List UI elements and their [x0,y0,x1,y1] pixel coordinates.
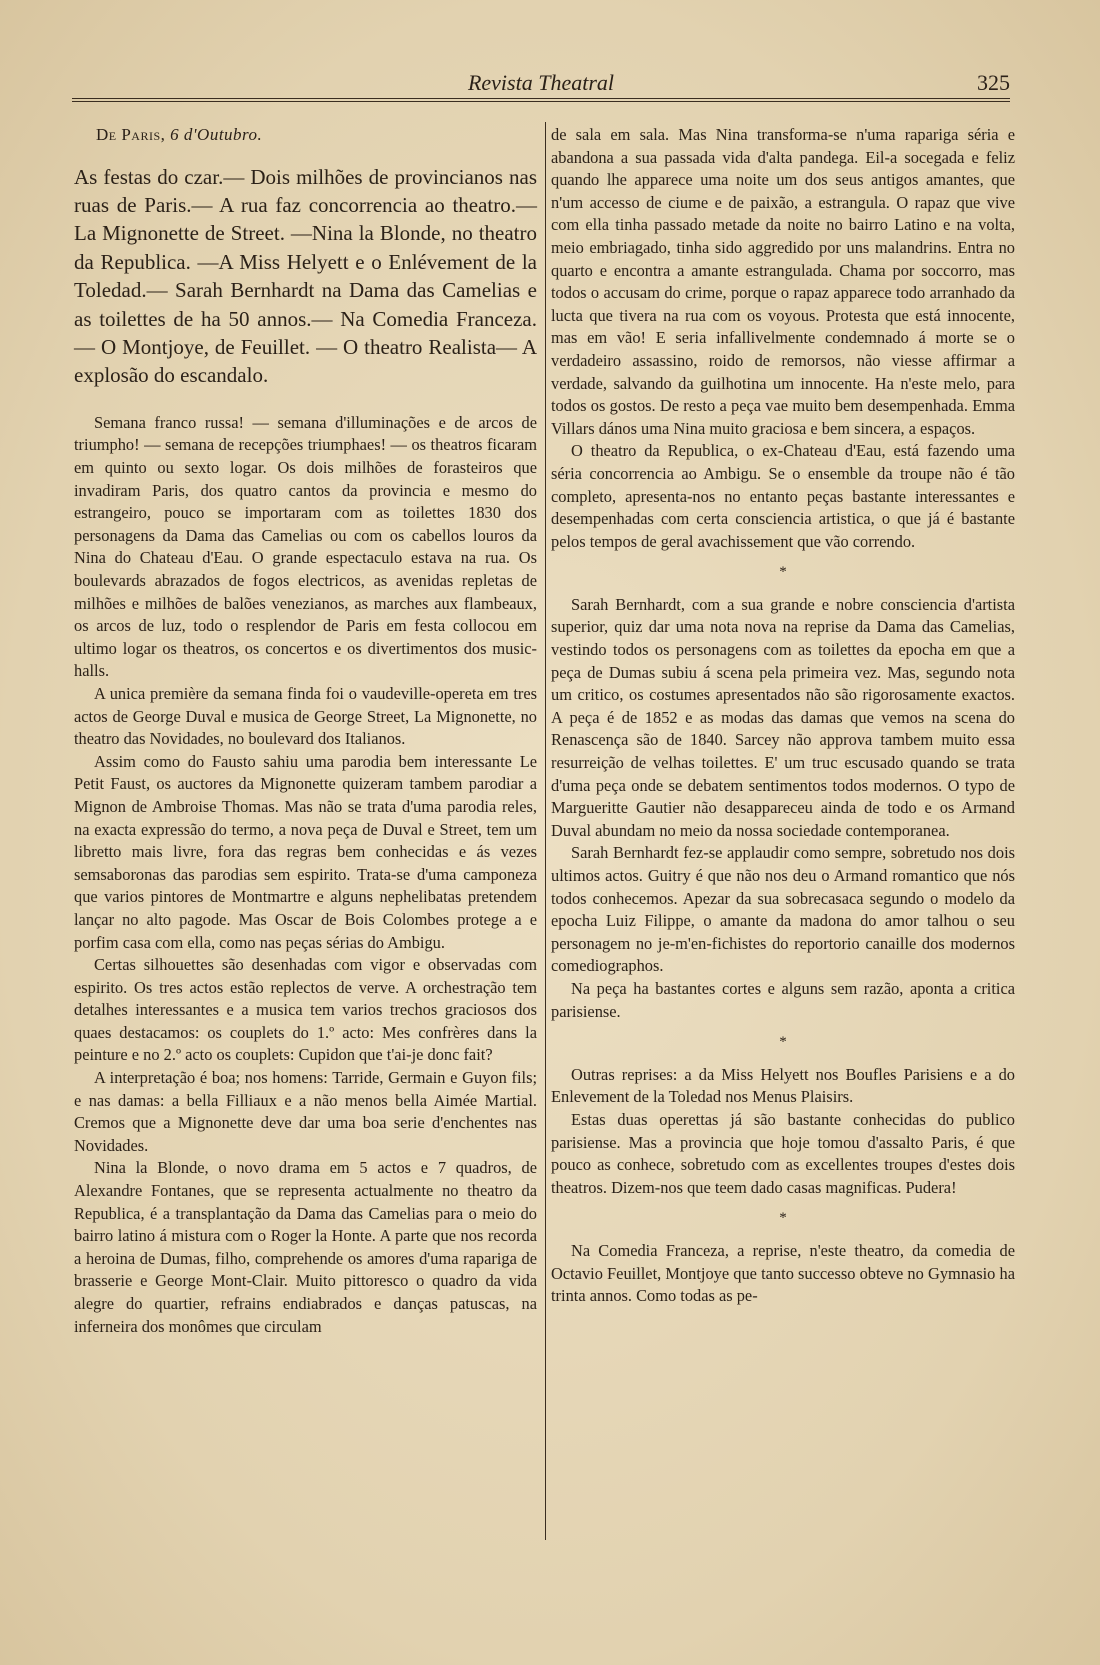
paragraph: Nina la Blonde, o novo drama em 5 actos e 7 quadros, de Alexandre Fontanes, que se representa actualmente no theatro da Republica, é a transplantação da Dama das Camelias para o meio do bairro latino á mistura com o Roger la Honte. A parte que nos recorda a heroina de Dumas, filho, comprehende os amores d'uma rapariga de brasserie e George Mont-Clair. Muito pittoresco o quadro da vida alegre do quartier, refrains endiabrados e danças patuscas, na inferneira dos monômes que circulam [74,1158,537,1336]
header-rule [72,98,1010,102]
paragraph: Outras reprises: a da Miss Helyett nos Boufles Parisiens e a do Enlevement de la Toledad nos Menus Plaisirs. [551,1064,1015,1107]
paragraph: Estas duas operettas já são bastante conhecidas do publico parisiense. Mas a provincia que hoje tomou d'assalto Paris, é que pouco as conhece, sobretudo com as excellentes troupes d'estes dois theatros. Dizem-nos que teem dado casas magnificas. Pudera! [551,1109,1015,1197]
running-title: Revista Theatral [467,70,615,95]
paragraph: Assim como do Fausto sahiu uma parodia bem interessante Le Petit Faust, os auctores da Mignonette quizeram tambem parodiar a Mignon de Ambroise Thomas. Mas não se trata d'uma parodia reles, na exacta expressão do termo, a nova peça de Duval e Street, tem um libretto mais livre, fora das regras bem conhecidas e ás vezes semsaboronas das parodias sem espirito. Trata-se d'uma camponeza que varios pintores de Montmartre e alguns nephelibatas pretendem lançar no alto pagode. Mas Oscar de Bois Colombes protege a e porfim casa com ella, como nas peças sérias do Ambigu. [74,751,537,952]
page-number: 325 [977,70,1010,95]
paragraph: Na Comedia Franceza, a reprise, n'este theatro, da comedia de Octavio Feuillet, Montjoye que tanto successo obteve no Gymnasio ha trinta annos. Como todas as pe- [551,1240,1015,1306]
paragraph: Certas silhouettes são desenhadas com vigor e observadas com espirito. Os tres actos estão replectos de verve. A orchestração tem detalhes interessantes e a musica tem varios trechos graciosos dos quaes destacamos: os couplets do 1.º acto: Mes confrères dans la peinture e no 2.º acto os couplets: Cupidon que t'ai-je donc fait? [74,955,537,1065]
dateline-place: De Paris, [96,125,166,144]
paragraph: Na peça ha bastantes cortes e alguns sem razão, aponta a critica parisiense. [551,978,1015,1021]
dateline-date: 6 d'Outubro. [170,125,263,144]
column-divider [545,122,546,1540]
article-summary: As festas do czar.— Dois milhões de provincianos nas ruas de Paris.— A rua faz concorrencia ao theatro.— La Mignonette de Street. —Nina la Blonde, no theatro da Republica. —A Miss Helyett e o Enlévement de la Toledad.— Sarah Bernhardt na Dama das Camelias e as toilettes de ha 50 annos.— Na Comedia Franceza.— O Montjoye, de Feuillet. — O theatro Realista— A explosão do escandalo. [74,164,537,388]
paragraph: Sarah Bernhardt, com a sua grande e nobre consciencia d'artista superior, quiz dar uma nota nova na reprise da Dama das Camelias, vestindo todos os personagens com as toilettes da epocha em que a peça de Dumas subiu á scena pela primeira vez. Mas, segundo nota um critico, os costumes apresentados não são rigorosamente exactos. A peça é de 1852 e as modas das damas que vemos na scena do Renascença são de 1840. Sarcey não approva tambem muito essa resurreição de velhas toilettes. E' um truc escusado quando se trata d'uma peça onde se debatem sentimentos todos modernos. O typo de Margueritte Gautier não desappareceu ainda de todo e os Armand Duval abundam no meio da nossa sociedade contemporanea. [551,594,1015,840]
dateline [96,124,537,147]
left-column [74,120,537,1338]
paragraph: A interpretação é boa; nos homens: Tarride, Germain e Guyon fils; e nas damas: a bella Filliaux e a não menos bella Aimée Martial. Cremos que a Mignonette deve dar uma boa serie d'enchentes nas Novidades. [74,1068,537,1155]
section-separator: * [779,1210,787,1227]
section-separator: * [779,1034,787,1051]
section-separator: * [779,564,787,581]
right-column [551,124,1015,1308]
paragraph: Sarah Bernhardt fez-se applaudir como sempre, sobretudo nos dois ultimos actos. Guitry é que não nos deu o Armand romantico que nós todos conhecemos. Apezar da sua sobrecasaca segundo o modelo da epocha Luiz Filippe, o amante da madona do amor talhou o seu personagem no je-m'en-fichistes do reportorio canaille dos modernos comediographos. [551,843,1015,976]
paragraph: Semana franco russa! — semana d'illuminações e de arcos de triumpho! — semana de recepções triumphaes! — os theatros ficaram em quinto ou sexto logar. Os dois milhões de forasteiros que invadiram Paris, dos quatro cantos da provincia e mesmo do estrangeiro, pouco se importaram com as toilettes 1830 dos personagens da Dama das Camelias ou com os cabellos louros da Nina do Chateau d'Eau. O grande espectaculo estava na rua. Os boulevards abrazados de fogos electricos, as avenidas repletas de milhões e milhões de balões venezianos, as marches aux flambeaux, os arcos de luz, todo o resplendor de Paris em festa collocou em ultimo logar os theatros, os concertos e os divertimentos dos music-halls. [74,412,537,681]
page-header [72,68,1010,100]
paragraph: A unica première da semana finda foi o vaudeville-opereta em tres actos de George Duval e musica de George Street, La Mignonette, no theatro das Novidades, no boulevard dos Italianos. [74,683,537,749]
paragraph: O theatro da Republica, o ex-Chateau d'Eau, está fazendo uma séria concorrencia ao Ambigu. Se o ensemble da troupe não é tão completo, apresenta-nos no entanto peças bastante interessantes e desempenhadas com certa consciencia artistica, o que já é bastante pelos tempos de geral avachissement que vão correndo. [551,441,1015,551]
paragraph: de sala em sala. Mas Nina transforma-se n'uma rapariga séria e abandona a sua passada vida d'alta pandega. Eil-a socegada e feliz quando lhe apparece uma noite um dos seus antigos amantes, que n'um accesso de ciume e de paixão, a estrangula. O rapaz que vive com ella tinha passado metade da noite no bairro Latino e na volta, meio embriagado, tinha sido aggredido por uns malandrins. Entra no quarto e encontra a amante estrangulada. Chama por soccorro, mas todos o accusam do crime, porque o rapaz apparece todo arranhado da lucta que tivera na rua com os voyous. Protesta que está innocente, mas em vão! E seria infallivelmente condemnado á morte se o verdadeiro assassino, roido de remorsos, não viesse affirmar a verdade, salvando da guilhotina um innocente. Ha n'este melo, para todos os gostos. De resto a peça vae muito bem desempenhada. Emma Villars dános uma Nina muito graciosa e bem sincera, a espaços. [551,125,1015,438]
